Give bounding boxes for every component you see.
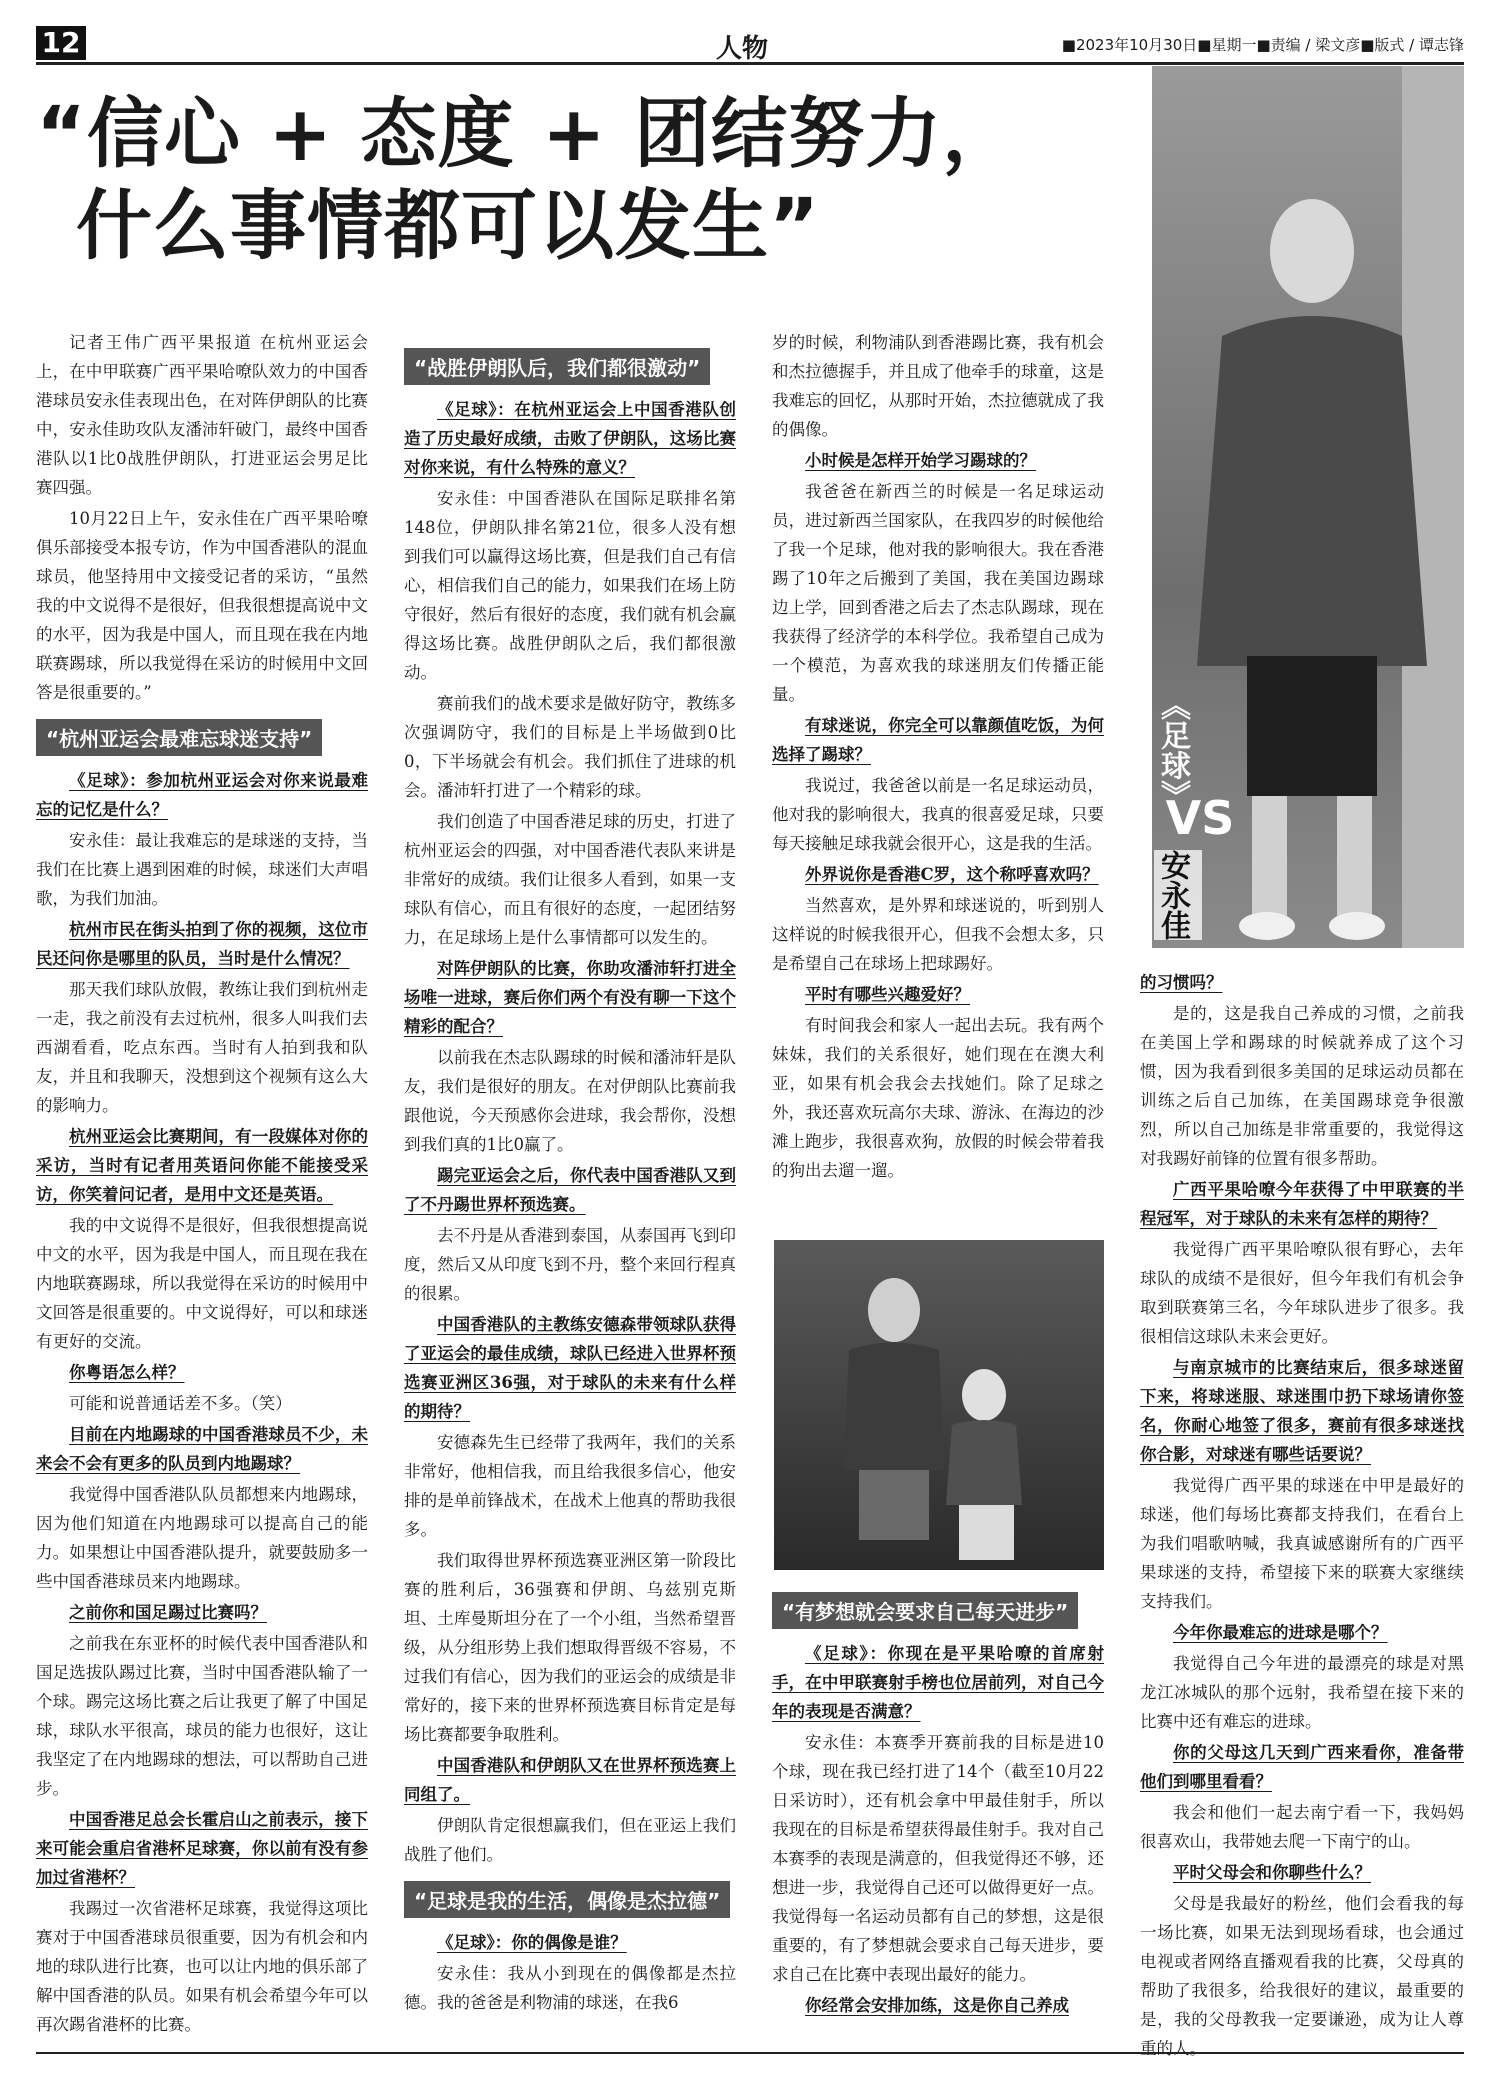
question: 广西平果哈嘹今年获得了中甲联赛的半程冠军，对于球队的未来有怎样的期待？ [1140,1180,1464,1228]
answer: 之前我在东亚杯的时候代表中国香港队和国足选拔队踢过比赛，当时中国香港队输了一个球。踢完这场比赛之后让我更了解了中国足球，球队水平很高，球员的能力也很好，这让我坚定了在内地踢球的想法，可以帮助自己进步。 [36,1634,368,1798]
caption-vs: VS [1165,791,1235,845]
question: 平时有哪些兴趣爱好？ [805,985,970,1004]
answer: 以前我在杰志队踢球的时候和潘沛轩是队友，我们是很好的朋友。在对伊朗队比赛前我跟他说，今天预感你会进球，我会帮你，没想到我们真的1比0赢了。 [404,1048,736,1154]
question: 你经常会安排加练，这是你自己养成 [805,1996,1069,2015]
question: 踢完亚运会之后，你代表中国香港队又到了不丹踢世界杯预选赛。 [404,1166,736,1214]
answer: 我会和他们一起去南宁看一下，我妈妈很喜欢山，我带她去爬一下南宁的山。 [1140,1803,1464,1851]
answer: 父母是我最好的粉丝，他们会看我的每一场比赛，如果无法到现场看球，也会通过电视或者网络直播观看我的比赛，父母真的帮助了我很多，给我很好的建议，最重要的是，我的父母教我一定要谦逊，成为让人尊重的人。 [1140,1894,1464,2058]
answer: 安永佳：我从小到现在的偶像都是杰拉德。我的爸爸是利物浦的球迷，在我6 [404,1964,736,2012]
childhood-photo [774,1240,1104,1570]
column-2 [404,338,736,2019]
answer: 有时间我会和家人一起出去玩。我有两个妹妹，我们的关系很好，她们现在在澳大利亚，如果有机会我会去找她们。除了足球之外，我还喜欢玩高尔夫球、游泳、在海边的沙滩上跑步，我很喜欢狗，放假的时候会带着我的狗出去遛一遛。 [772,1016,1104,1180]
paragraph: 赛前我们的战术要求是做好防守，教练多次强调防守，我们的目标是上半场做到0比0，下半场就会有机会。我们抓住了进球的机会。潘沛轩打进了一个精彩的球。 [404,694,736,800]
column-1 [36,328,368,2041]
column-4 [1140,968,1464,2065]
question: 小时候是怎样开始学习踢球的？ [805,451,1036,470]
question: 《足球》：在杭州亚运会上中国香港队创造了历史最好成绩，击败了伊朗队，这场比赛对你来说，有什么特殊的意义？ [404,400,736,477]
answer: 我觉得广西平果的球迷在中甲是最好的球迷，他们每场比赛都支持我们，在看台上为我们唱歌呐喊，我真诚感谢所有的广西平果球迷的支持，希望接下来的联赛大家继续支持我们。 [1140,1476,1464,1611]
question: 你粤语怎么样？ [69,1363,185,1382]
caption-player-name-box [1154,850,1202,940]
childhood-photo-scene [774,1240,1104,1570]
headline [36,88,1136,272]
paragraph: 我们创造了中国香港足球的历史，打进了杭州亚运会的四强，对中国香港代表队来讲是非常好的成绩。我们让很多人看到，如果一支球队有信心，而且有很好的态度，一起团结努力，在足球场上是什么事情都可以发生的。 [404,812,736,947]
question: 之前你和国足踢过比赛吗？ [69,1603,267,1622]
answer: 安永佳：本赛季开赛前我的目标是进10个球，现在我已经打进了14个（截至10月22日采访时），还有机会拿中甲最佳射手，所以我现在的目标是希望获得最佳射手。我对自己本赛季的表现是满意的，但我觉得还不够，还想进一步，我觉得自己还可以做得更好一点。我觉得每一名运动员都有自己的梦想，这是很重要的，有了梦想就会要求自己每天进步，要求自己在比赛中表现出最好的能力。 [772,1733,1104,1984]
answer: 那天我们球队放假，教练让我们到杭州走一走，我之前没有去过杭州，很多人叫我们去西湖看看，吃点东西。当时有人拍到我和队友，并且和我聊天，没想到这个视频有这么大的影响力。 [36,980,368,1115]
question-continued: 的习惯吗？ [1140,973,1223,992]
answer: 安德森先生已经带了我两年，我们的关系非常好，他相信我，而且给我很多信心，他安排的是单前锋战术，在战术上他真的帮助我很多。 [404,1433,736,1539]
footer-rule [36,2052,1464,2054]
question: 中国香港队的主教练安德森带领球队获得了亚运会的最佳成绩，球队已经进入世界杯预选赛亚洲区36强，对于球队的未来有什么样的期待？ [404,1315,736,1421]
paragraph: 10月22日上午，安永佳在广西平果哈嘹俱乐部接受本报专访，作为中国香港队的混血球员，他坚持用中文接受记者的采访，“虽然我的中文说得不是很好，但我很想提高说中文的水平，因为我是中国人，而且现在我在内地联赛踢球，所以我觉得在采访的时候用中文回答是很重要的。” [36,509,368,702]
question: 杭州市民在街头拍到了你的视频，这位市民还问你是哪里的队员，当时是什么情况？ [36,920,368,968]
question: 有球迷说，你完全可以靠颜值吃饭，为何选择了踢球？ [772,716,1104,764]
answer: 可能和说普通话差不多。（笑） [69,1394,292,1413]
question: 你的父母这几天到广西来看你，准备带他们到哪里看看？ [1140,1743,1464,1791]
subheading: “战胜伊朗队后，我们都很激动” [404,348,710,385]
answer: 去不丹是从香港到泰国，从泰国再飞到印度，然后又从印度飞到不丹，整个来回行程真的很累。 [404,1226,736,1303]
question: 《足球》：你现在是平果哈嘹的首席射手，在中甲联赛射手榜也位居前列，对自己今年的表现是否满意？ [772,1644,1104,1721]
question: 对阵伊朗队的比赛，你助攻潘沛轩打进全场唯一进球，赛后你们两个有没有聊一下这个精彩的配合？ [404,959,736,1036]
headline-line-2: 什么事情都可以发生” [76,181,820,270]
question: 今年你最难忘的进球是哪个？ [1173,1623,1388,1642]
question: 中国香港足总会长霍启山之前表示，接下来可能会重启省港杯足球赛，你以前有没有参加过省港杯？ [36,1810,368,1887]
answer: 我觉得中国香港队队员都想来内地踢球，因为他们知道在内地踢球可以提高自己的能力。如果想让中国香港队提升，就要鼓励多一些中国香港球员来内地踢球。 [36,1485,368,1591]
caption-magazine: 《足球》 [1155,690,1190,810]
issue-meta: ■2023年10月30日■星期一■责编 / 梁文彦■版式 / 谭志锋 [1061,36,1464,54]
answer: 我觉得广西平果哈嘹队很有野心，去年球队的成绩不是很好，但今年我们有机会争取到联赛第三名，今年球队进步了很多。我很相信这球队未来会更好。 [1140,1240,1464,1346]
subheading: “杭州亚运会最难忘球迷支持” [36,719,322,756]
answer: 伊朗队肯定很想赢我们，但在亚运上我们战胜了他们。 [404,1816,736,1864]
question: 《足球》：你的偶像是谁？ [437,1933,627,1952]
paragraph: 我们取得世界杯预选赛亚洲区第一阶段比赛的胜利后，36强赛和伊朗、乌兹别克斯坦、土库曼斯坦分在了一个小组，当然希望晋级，从分组形势上我们想取得晋级不容易，不过我们有信心，因为我们的亚运会的成绩是非常好的，接下来的世界杯预选赛目标肯定是每场比赛都要争取胜利。 [404,1551,736,1744]
question: 平时父母会和你聊些什么？ [1173,1863,1371,1882]
paragraph: 岁的时候，利物浦队到香港踢比赛，我有机会和杰拉德握手，并且成了他牵手的球童，这是我难忘的回忆，从那时开始，杰拉德就成了我的偶像。 [772,333,1104,439]
answer: 安永佳：中国香港队在国际足联排名第148位，伊朗队排名第21位，很多人没有想到我们可以赢得这场比赛，但是我们自己有信心，相信我们自己的能力，如果我们在场上防守很好，然后有很好的态度，我们就有机会赢得这场比赛。战胜伊朗队之后，我们都很激动。 [404,489,736,682]
question: 《足球》：参加杭州亚运会对你来说最难忘的记忆是什么？ [36,771,368,819]
answer: 我爸爸在新西兰的时候是一名足球运动员，进过新西兰国家队，在我四岁的时候他给了我一个足球，他对我的影响很大。我在香港踢了10年之后搬到了美国，我在美国边踢球边上学，回到香港之后去了杰志队踢球，现在我获得了经济学的本科学位。我希望自己成为一个模范，为喜欢我的球迷朋友们传播正能量。 [772,482,1104,704]
subheading: “有梦想就会要求自己每天进步” [772,1592,1078,1629]
page-header [36,26,1464,65]
lead-paragraph: 记者王伟广西平果报道 在杭州亚运会上，在中甲联赛广西平果哈嘹队效力的中国香港球员安永佳表现出色，在对阵伊朗队的比赛中，安永佳助攻队友潘沛轩破门，最终中国香港队以1比0战胜伊朗队，打进亚运会男足比赛四强。 [36,333,368,497]
answer: 是的，这是我自己养成的习惯，之前我在美国上学和踢球的时候就养成了这个习惯，因为我看到很多美国的足球运动员都在训练之后自己加练，在美国踢球竞争很激烈，所以自己加练是非常重要的，我觉得这对我踢好前锋的位置有很多帮助。 [1140,1004,1464,1168]
answer: 安永佳：最让我难忘的是球迷的支持，当我们在比赛上遇到困难的时候，球迷们大声唱歌，为我们加油。 [36,831,368,908]
question: 杭州亚运会比赛期间，有一段媒体对你的采访，当时有记者用英语问你能不能接受采访，你笑着问记者，是用中文还是英语。 [36,1127,368,1204]
answer: 我说过，我爸爸以前是一名足球运动员，他对我的影响很大，我真的很喜爱足球，只要每天接触足球我就会很开心，这是我的生活。 [772,776,1104,853]
answer: 当然喜欢，是外界和球迷说的，听到别人这样说的时候我很开心，但我不会想太多，只是希望自己在球场上把球踢好。 [772,896,1104,973]
question: 中国香港队和伊朗队又在世界杯预选赛上同组了。 [404,1756,736,1804]
answer: 我觉得自己今年进的最漂亮的球是对黑龙江冰城队的那个远射，我希望在接下来的比赛中还有难忘的进球。 [1140,1654,1464,1731]
subheading: “足球是我的生活，偶像是杰拉德” [404,1881,730,1918]
column-3 [772,328,1104,1187]
question: 与南京城市的比赛结束后，很多球迷留下来，将球迷服、球迷围巾扔下球场请你签名，你耐心地签了很多，赛前有很多球迷找你合影，对球迷有哪些话要说？ [1140,1358,1464,1464]
question: 目前在内地踢球的中国香港球员不少，未来会不会有更多的队员到内地踢球？ [36,1425,368,1473]
headline-line-1: “信心 + 态度 + 团结努力， [36,89,1020,178]
answer: 我的中文说得不是很好，但我很想提高说中文的水平，因为我是中国人，而且现在我在内地联赛踢球，所以我觉得在采访的时候用中文回答是很重要的。中文说得好，可以和球迷有更好的交流。 [36,1216,368,1351]
question: 外界说你是香港C罗，这个称呼喜欢吗？ [805,865,1099,884]
answer: 我踢过一次省港杯足球赛，我觉得这项比赛对于中国香港球员很重要，因为有机会和内地的球队进行比赛，也可以让内地的俱乐部了解中国香港的队员。如果有机会希望今年可以再次踢省港杯的比赛。 [36,1899,368,2034]
page-number: 12 [36,26,86,60]
column-3-lower [772,1582,1104,2022]
caption-player-name: 安永佳 [1155,850,1190,940]
section-title: 人物 [716,34,769,64]
